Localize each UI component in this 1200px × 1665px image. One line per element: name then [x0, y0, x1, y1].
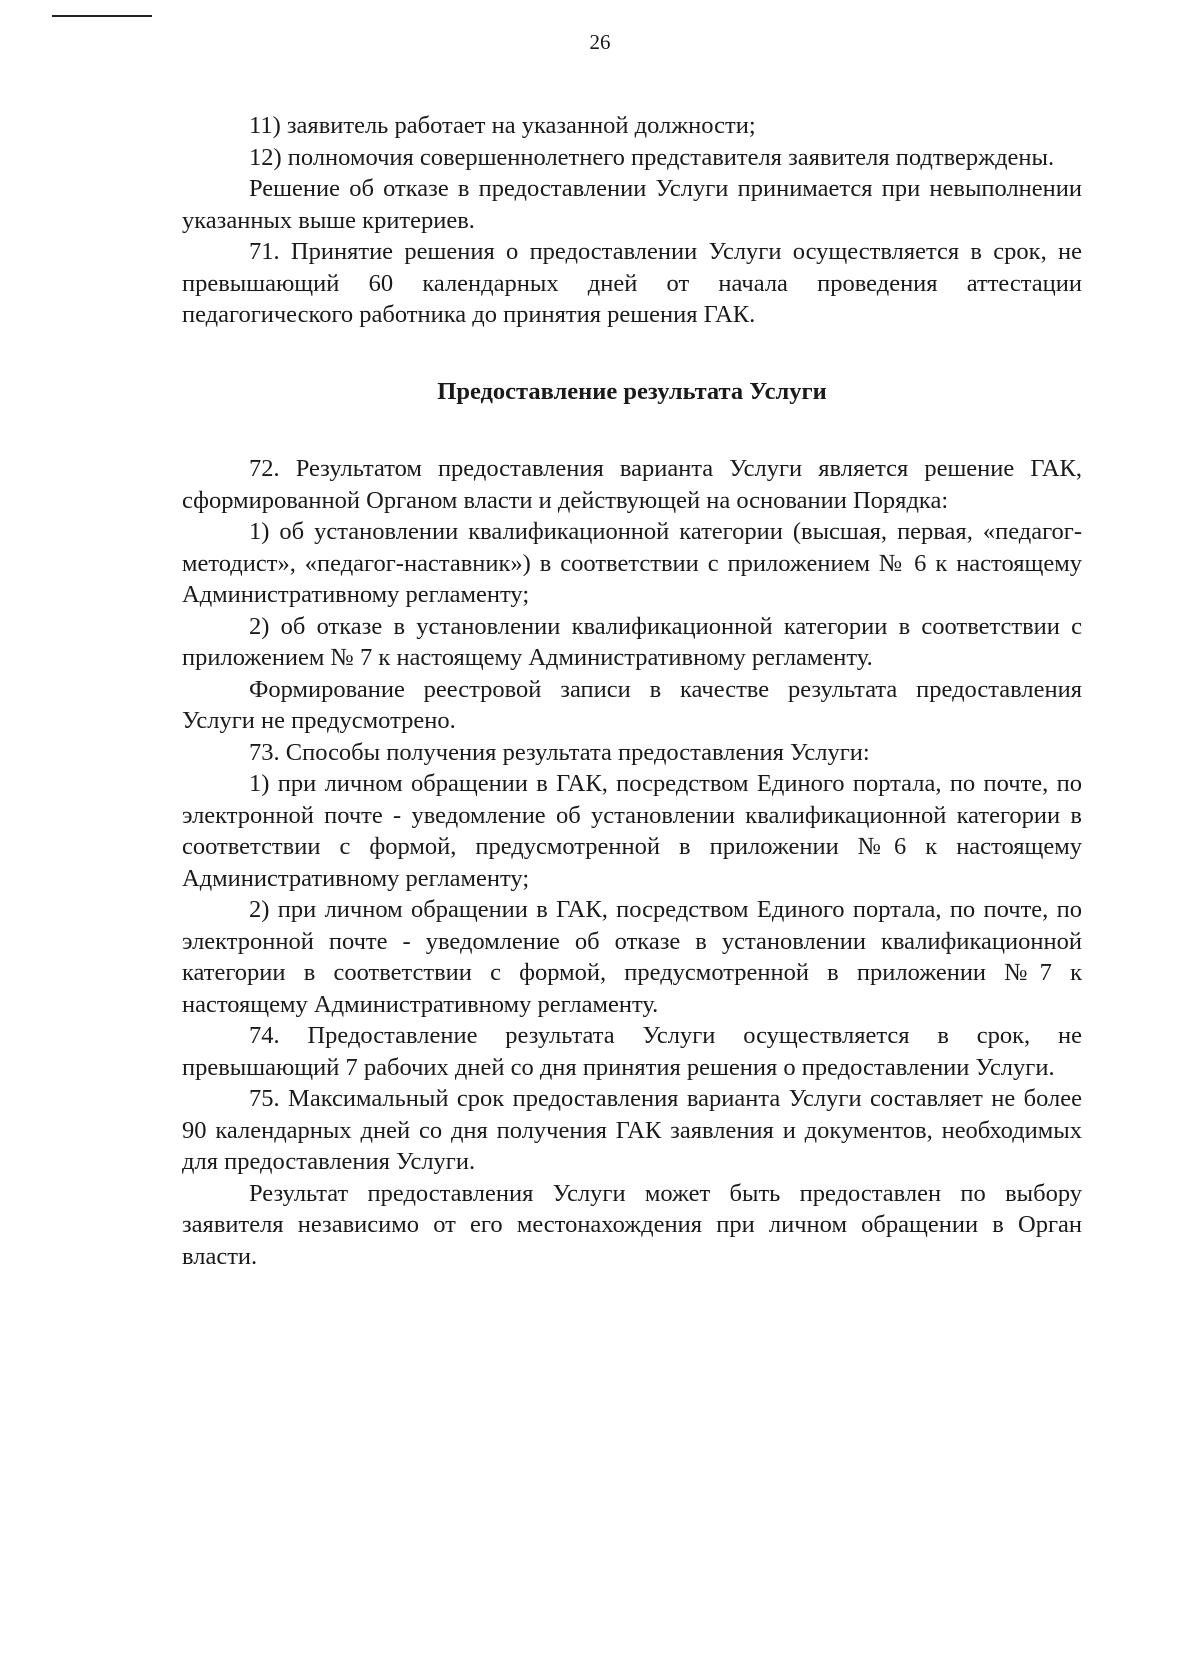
paragraph-74: 74. Предоставление результата Услуги осуществляется в срок, не превышающий 7 рабочих дней со дня принятия решения о предоставлении Услуги. [182, 1022, 1082, 1081]
paragraph-71: 71. Принятие решения о предоставлении Услуги осуществляется в срок, не превышающий 60 календарных дней от начала проведения аттестации педагогического работника до принятия решения ГАК. [182, 238, 1082, 328]
document-body [182, 110, 1082, 1272]
paragraph-72: 72. Результатом предоставления варианта Услуги является решение ГАК, сформированной Органом власти и действующей на основании Порядка: [182, 455, 1082, 514]
paragraph-refusal-decision: Решение об отказе в предоставлении Услуги принимается при невыполнении указанных выше критериев. [182, 175, 1082, 234]
paragraph-72-item-1: 1) об установлении квалификационной категории (высшая, первая, «педагог-методист», «педагог-наставник») в соответствии с приложением № 6 к настоящему Административному регламенту; [182, 518, 1082, 608]
paragraph-73-item-2: 2) при личном обращении в ГАК, посредством Единого портала, по почте, по электронной почте - уведомление об отказе в установлении квалификационной категории в соответствии с формой, предусмотренной в приложении №7 к настоящему Административному регламенту. [182, 896, 1082, 1018]
scan-corner-line [52, 15, 152, 17]
paragraph-73-item-1: 1) при личном обращении в ГАК, посредством Единого портала, по почте, по электронной почте - уведомление об установлении квалификационной категории в соответствии с формой, предусмотренной в приложении №6 к настоящему Административному регламенту; [182, 770, 1082, 892]
paragraph-registry-record: Формирование реестровой записи в качестве результата предоставления Услуги не предусмотрено. [182, 675, 1082, 734]
paragraph-72-item-2: 2) об отказе в установлении квалификационной категории в соответствии с приложением № 7 к настоящему Административному регламенту. [182, 612, 1082, 671]
page-number: 26 [589, 30, 611, 54]
paragraph-75: 75. Максимальный срок предоставления варианта Услуги составляет не более 90 календарных дней со дня получения ГАК заявления и документов, необходимых для предоставления Услуги. [182, 1085, 1082, 1175]
paragraph-item-11: 11) заявитель работает на указанной должности; [249, 112, 756, 139]
paragraph-73: 73. Способы получения результата предоставления Услуги: [249, 738, 870, 766]
section-heading: Предоставление результата Услуги [437, 377, 827, 405]
paragraph-result-delivery: Результат предоставления Услуги может быть предоставлен по выбору заявителя независимо от его местонахождения при личном обращении в Орган власти. [182, 1179, 1082, 1270]
paragraph-item-12: 12) полномочия совершеннолетнего представителя заявителя подтверждены. [249, 143, 1055, 171]
